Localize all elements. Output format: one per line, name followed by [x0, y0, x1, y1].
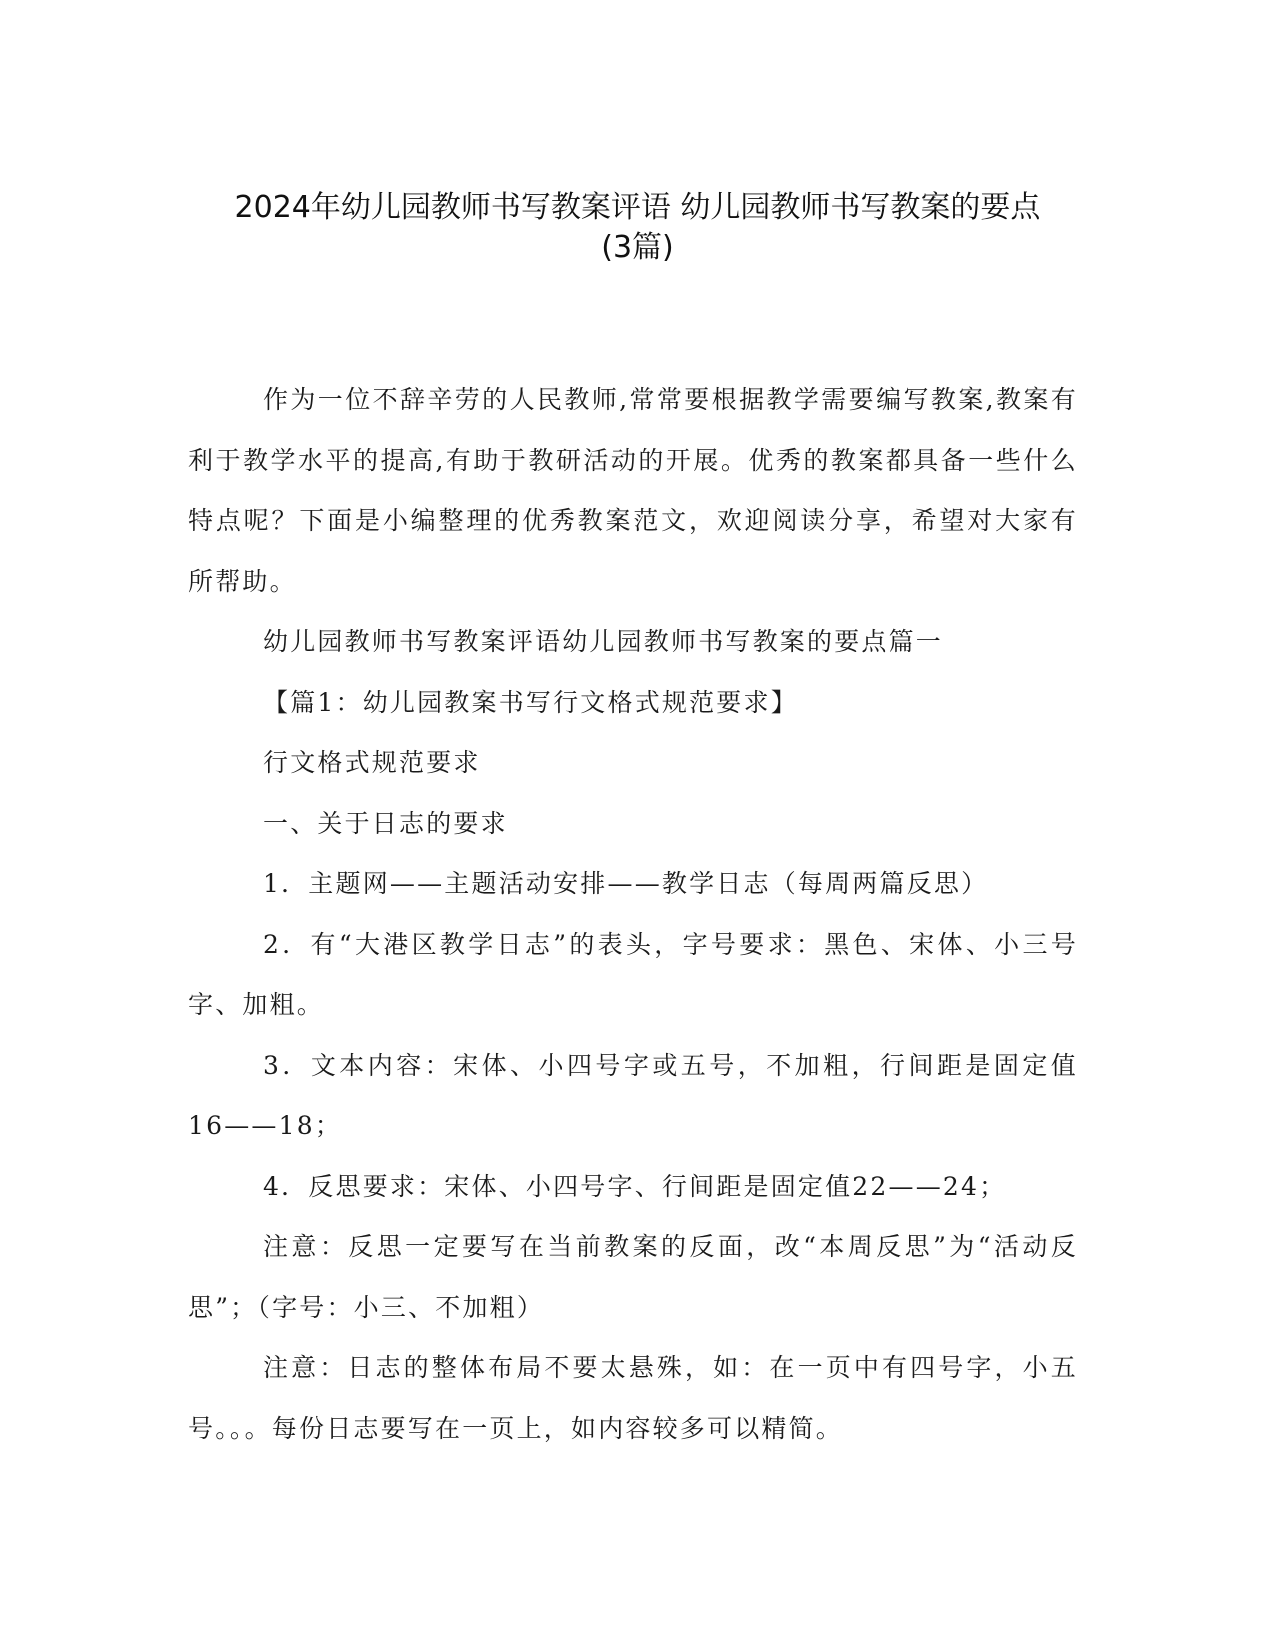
- document-title-count: (3篇): [601, 230, 674, 265]
- paragraph-item-4: 4．反思要求：宋体、小四号字、行间距是固定值22——24；: [263, 1171, 1007, 1201]
- paragraph-log-requirements: 一、关于日志的要求: [263, 808, 508, 838]
- paragraph-item-3: 3．文本内容：宋体、小四号字或五号，不加粗，行间距是固定值16——18；: [188, 1050, 1078, 1140]
- paragraph-note-2: 注意：日志的整体布局不要太悬殊，如：在一页中有四号字，小五号。。。每份日志要写在一页上，如内容较多可以精简。: [188, 1353, 1078, 1443]
- paragraph-item-2: 2．有“大港区教学日志”的表头，字号要求：黑色、宋体、小三号字、加粗。: [188, 929, 1078, 1019]
- document-body: [188, 370, 1078, 1459]
- paragraph-note-1: 注意：反思一定要写在当前教案的反面，改“本周反思”为“活动反思”；（字号：小三、不加粗）: [188, 1232, 1078, 1322]
- paragraph-format-requirements: 行文格式规范要求: [263, 748, 481, 777]
- document-title: 2024年幼儿园教师书写教案评语 幼儿园教师书写教案的要点: [234, 190, 1041, 225]
- paragraph-item-1: 1．主题网——主题活动安排——教学日志（每周两篇反思）: [263, 869, 989, 898]
- paragraph-intro: 作为一位不辞辛劳的人民教师,常常要根据教学需要编写教案,教案有利于教学水平的提高,有助于教研活动的开展。优秀的教案都具备一些什么特点呢？下面是小编整理的优秀教案范文，欢迎阅读分享，希望对大家有所帮助。: [188, 385, 1078, 596]
- paragraph-chapter-title: 【篇1：幼儿园教案书写行文格式规范要求】: [263, 687, 798, 717]
- paragraph-section-heading: 幼儿园教师书写教案评语幼儿园教师书写教案的要点篇一: [263, 627, 944, 656]
